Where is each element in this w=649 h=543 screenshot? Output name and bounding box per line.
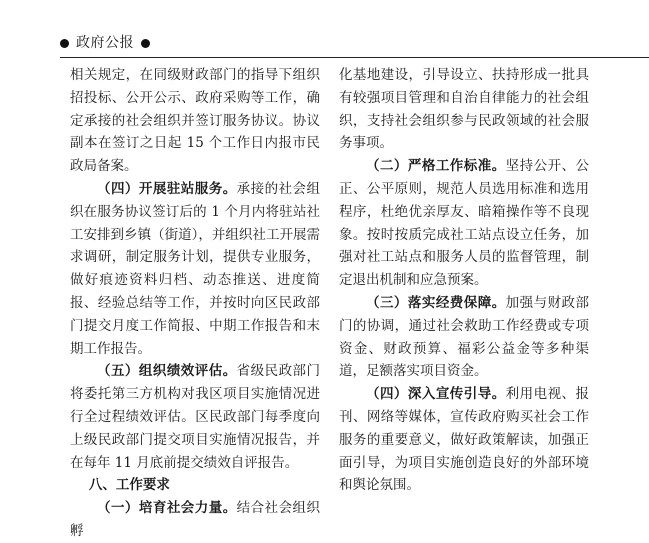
section-title: 八、工作要求	[88, 477, 170, 494]
paragraph	[70, 497, 320, 543]
paragraph-body: 结合社会组织孵	[70, 500, 321, 539]
paragraph-body: 承接的社会组织在服务协议签订后的 1 个月内将驻站社工安排到乡镇（街道），并组织社工开展需求调研，制定服务计划，提供专业服务，做好痕迹资料归档、动态推送、进度简报、经验总结等工作，并按时向区民政部门提交月度工作简报、中期工作报告和末期工作报告。	[70, 180, 321, 357]
paragraph	[339, 292, 589, 383]
left-column	[70, 64, 320, 543]
paragraph	[70, 360, 320, 474]
paragraph-heading: （四）开展驻站服务。	[97, 180, 237, 197]
paragraph	[339, 155, 589, 292]
paragraph: 相关规定，在同级财政部门的指导下组织招投标、公开公示、政府采购等工作，确定承接的社会组织并签订服务协议。协议副本在签订之日起 15 个工作日内报市民政局备案。	[70, 67, 320, 175]
header-title: 政府公报	[76, 35, 134, 51]
header-rule	[60, 57, 649, 58]
paragraph-body: 加强与财政部门的协调，通过社会救助工作经费或专项资金、财政预算、福彩公益金等多种渠道，足额落实项目资金。	[339, 294, 590, 380]
paragraph-body: 省级民政部门将委托第三方机构对我区项目实施情况进行全过程绩效评估。区民政部门每季度向上级民政部门提交项目实施情况报告，并在每年 11 月底前提交绩效自评报告。	[70, 363, 321, 471]
page-header	[60, 33, 150, 53]
paragraph-body: 坚持公开、公正、公平原则，规范人员选用标准和选用程序，杜绝优亲厚友、暗箱操作等不良现象。按时按质完成社工站点设立任务，加强对社工站点和服务人员的监督管理，制定退出机制和应急预案。	[339, 158, 590, 289]
bullet-dot-icon	[141, 39, 150, 48]
paragraph	[339, 383, 589, 497]
paragraph-heading: （四）深入宣传引导。	[366, 386, 506, 403]
paragraph-heading: （三）落实经费保障。	[366, 294, 506, 311]
paragraph-heading: （五）组织绩效评估。	[97, 363, 237, 380]
paragraph: 化基地建设，引导设立、扶持形成一批具有较强项目管理和自治自律能力的社会组织，支持社会组织参与民政领域的社会服务事项。	[339, 67, 589, 152]
paragraph-heading: （一）培育社会力量。	[97, 500, 237, 517]
right-column	[339, 64, 589, 497]
paragraph-heading: （二）严格工作标准。	[366, 158, 506, 175]
bullet-dot-icon	[60, 39, 69, 48]
paragraph-body: 利用电视、报刊、网络等媒体，宣传政府购买社会工作服务的重要意义，做好政策解读，加强正面引导，为项目实施创造良好的外部环境和舆论氛围。	[339, 386, 590, 494]
paragraph	[70, 178, 320, 360]
